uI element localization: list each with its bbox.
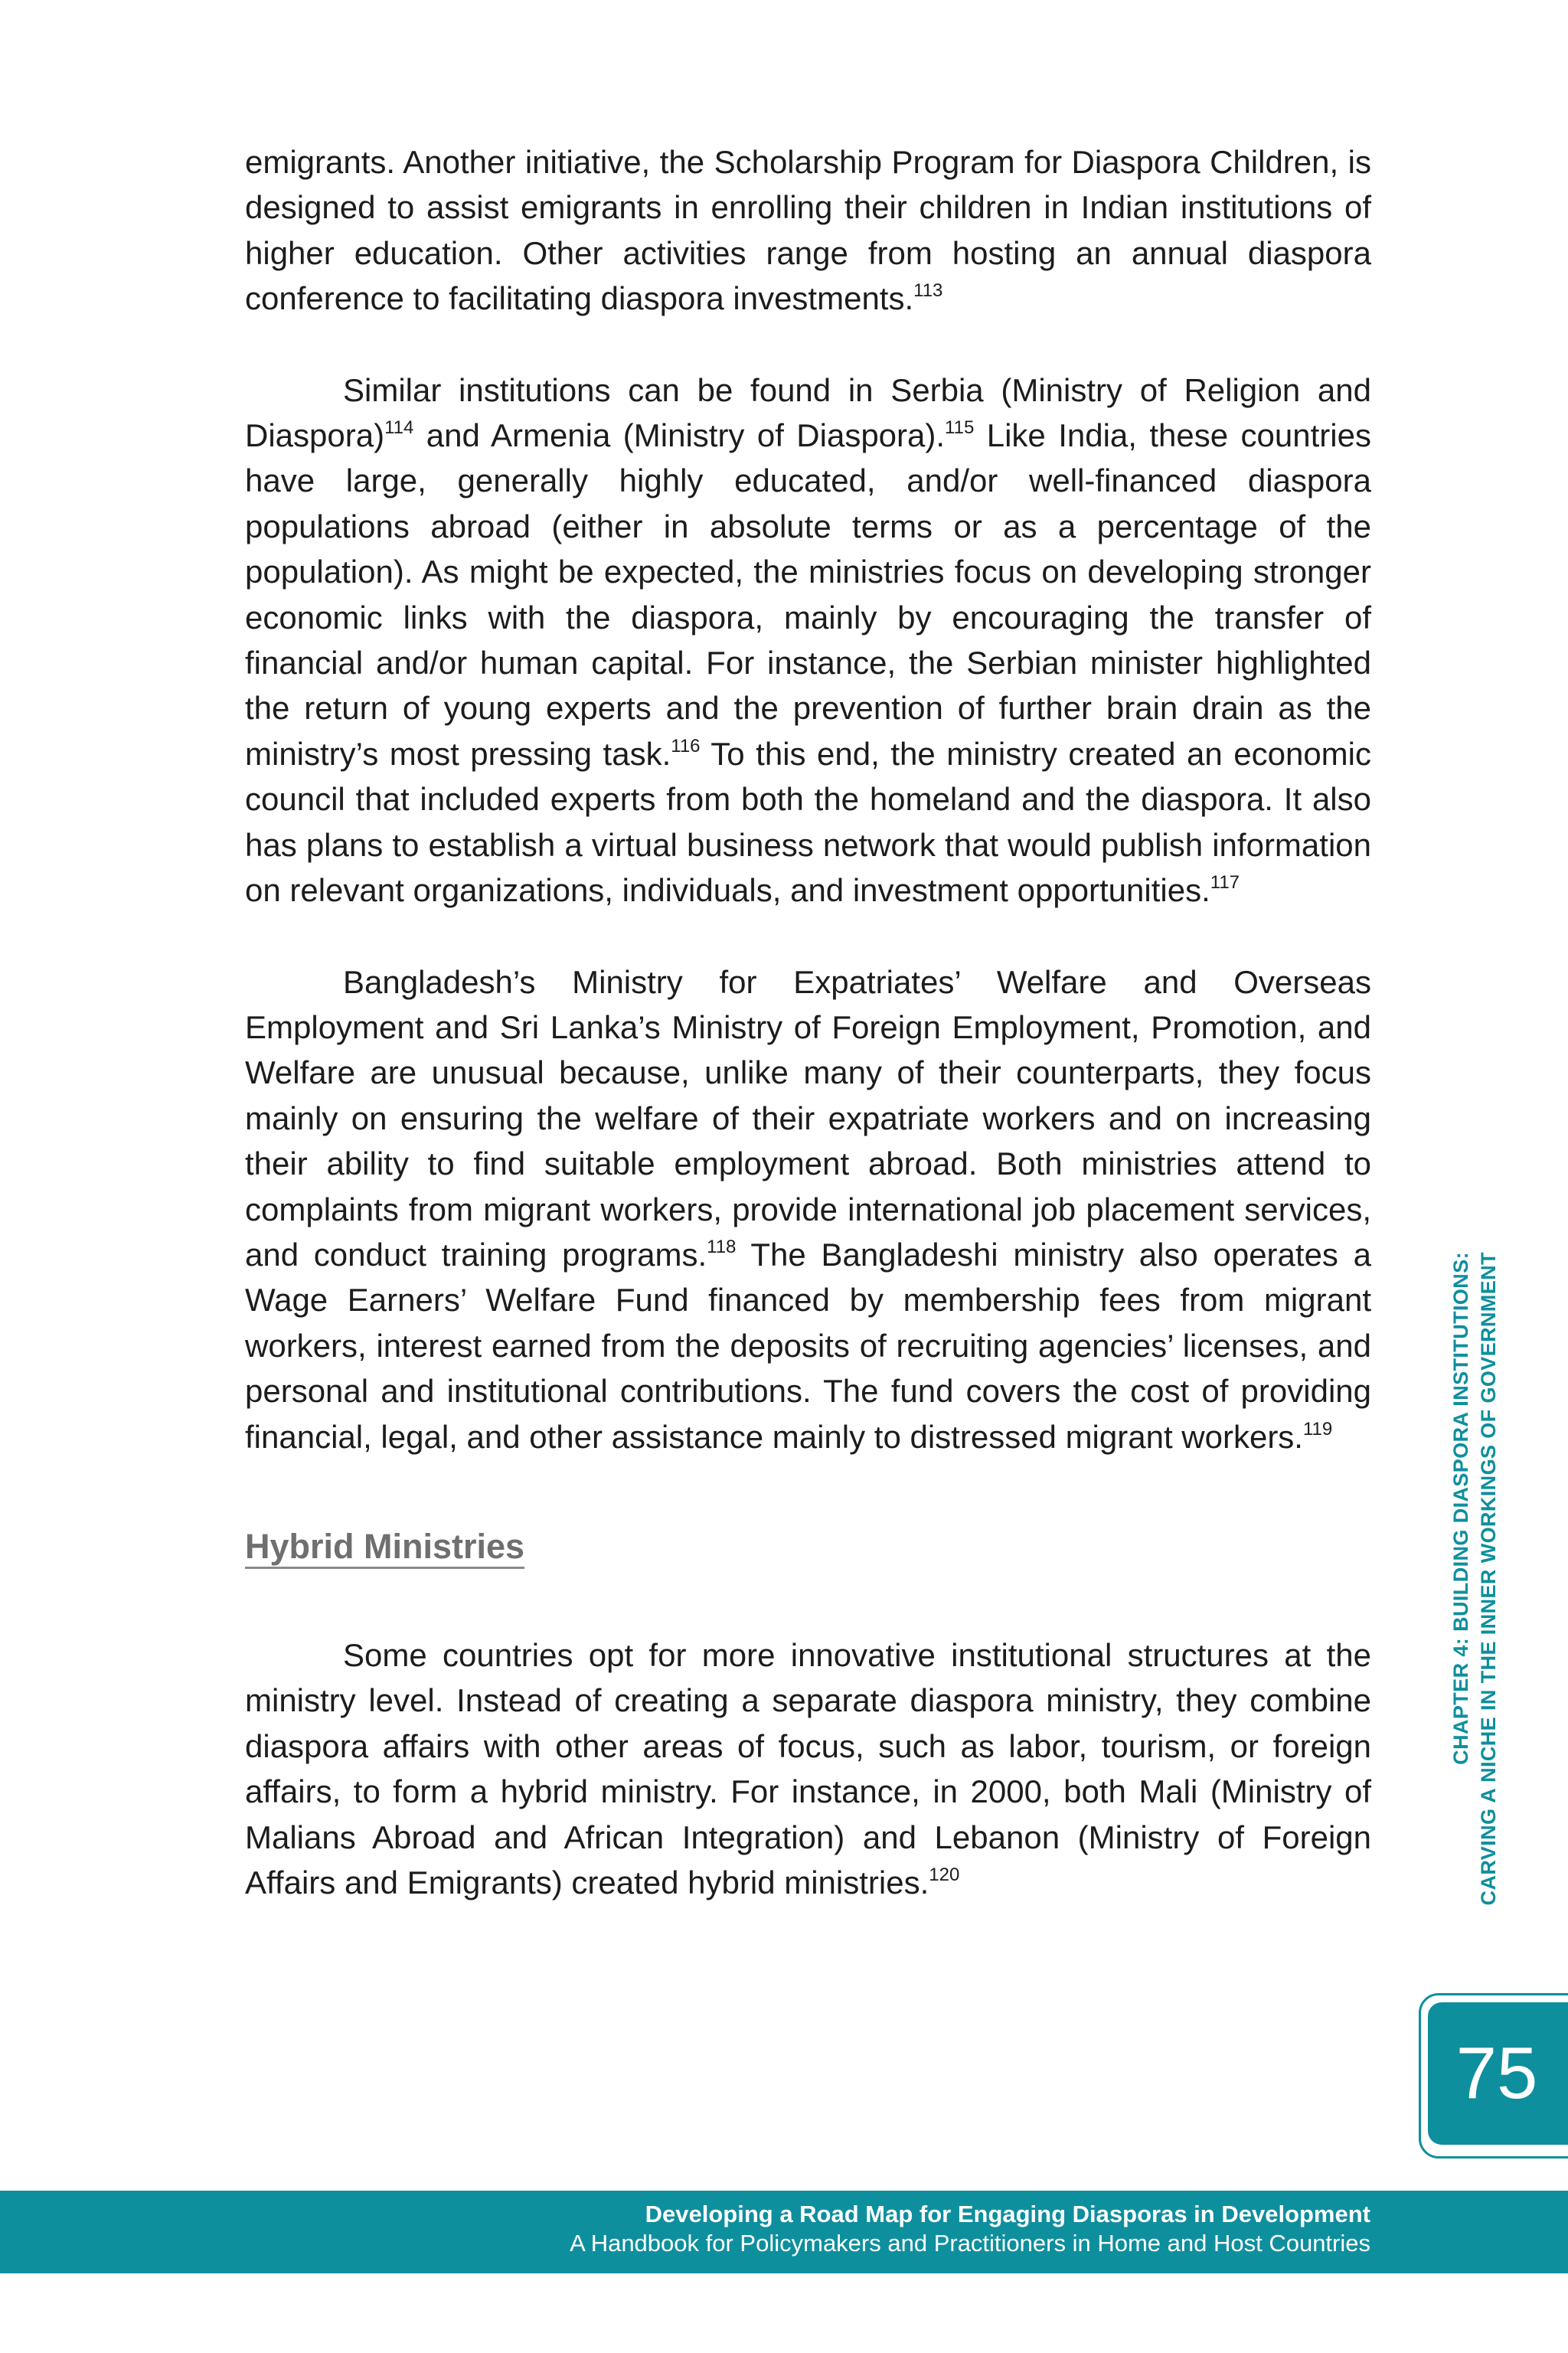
paragraph-2 [245,368,1371,913]
paragraph-2-text-d: To this end, the ministry created an economic council that included experts from both the homeland and the diaspora. It also has plans to establish a virtual business network that would publish information on relevant organizations, individuals, and investment opportunities. [245,735,1371,909]
chapter-title-line-2: CARVING A NICHE IN THE INNER WORKINGS OF GOVERNMENT [1477,1252,1500,1906]
chapter-side-label-rotated [1447,1252,1508,1972]
footnote-ref-114[interactable]: 114 [384,417,414,439]
section-heading [245,1524,1371,1570]
footnote-ref-115[interactable]: 115 [945,417,975,439]
footer-book-title: Developing a Road Map for Engaging Diasporas in Development [645,2201,1370,2227]
footnote-ref-119[interactable]: 119 [1302,1418,1333,1440]
section-heading-text: Hybrid Ministries [245,1527,524,1569]
page-number: 75 [1455,2032,1538,2114]
footer-book-subtitle: A Handbook for Policymakers and Practitioners in Home and Host Countries [570,2230,1370,2257]
paragraph-4-text: Some countries opt for more innovative institutional structures at the ministry level. Instead of creating a separate diaspora ministry, they combine diaspora affairs with other areas of focus, such as labor, tourism, or foreign affairs, to form a hybrid ministry. For instance, in 2000, both Mali (Ministry of Malians Abroad and African Integration) and Lebanon (Ministry of Foreign Affairs and Emigrants) created hybrid ministries. [245,1636,1371,1900]
chapter-side-label [1447,1252,1508,1972]
paragraph-2-text-c: Like India, these countries have large, generally highly educated, and/or well-financed diaspora populations abroad (either in absolute terms or as a percentage of the population). As might be expected, the ministries focus on developing stronger economic links with the diaspora, mainly by encouraging the transfer of financial and/or human capital. For instance, the Serbian minister highlighted the return of young experts and the prevention of further brain drain as the ministry’s most pressing task. [245,417,1371,772]
paragraph-2-text-a: Similar institutions can be found in Serbia (Ministry of Religion and Diaspora) [245,371,1371,454]
footnote-ref-113[interactable]: 113 [913,280,943,302]
paragraph-3-text-a: Bangladesh’s Ministry for Expatriates’ Welfare and Overseas Employment and Sri Lanka’s Ministry of Foreign Employment, Promotion, and Welfare are unusual because, unlike many of their counterparts, they focus mainly on ensuring the welfare of their expatriate workers and on increasing their ability to find suitable employment abroad. Both ministries attend to complaints from migrant workers, provide international job placement services, and conduct training programs. [245,963,1371,1273]
footnote-ref-116[interactable]: 116 [671,735,701,757]
chapter-title-line-1: CHAPTER 4: BUILDING DIASPORA INSTITUTIONS: [1449,1252,1472,1765]
footnote-ref-118[interactable]: 118 [707,1236,737,1257]
paragraph-4 [245,1632,1371,1905]
paragraph-1-text: emigrants. Another initiative, the Scholarship Program for Diaspora Children, is designed to assist emigrants in enrolling their children in Indian institutions of higher education. Other activities range from hosting an annual diaspora conference to facilitating diaspora investments. [245,144,1371,317]
footnote-ref-117[interactable]: 117 [1210,872,1240,894]
paragraph-2-text-b: and Armenia (Ministry of Diaspora). [413,417,946,454]
paragraph-1 [245,139,1371,322]
paragraph-3-text-b: The Bangladeshi ministry also operates a Wage Earners’ Welfare Fund financed by membership fees from migrant workers, interest earned from the deposits of recruiting agencies’ licenses, and personal and institutional contributions. The fund covers the cost of providing financial, legal, and other assistance mainly to distressed migrant workers. [245,1236,1372,1455]
main-text-column [245,139,1371,1951]
paragraph-3 [245,959,1371,1459]
footnote-ref-120[interactable]: 120 [929,1864,960,1885]
